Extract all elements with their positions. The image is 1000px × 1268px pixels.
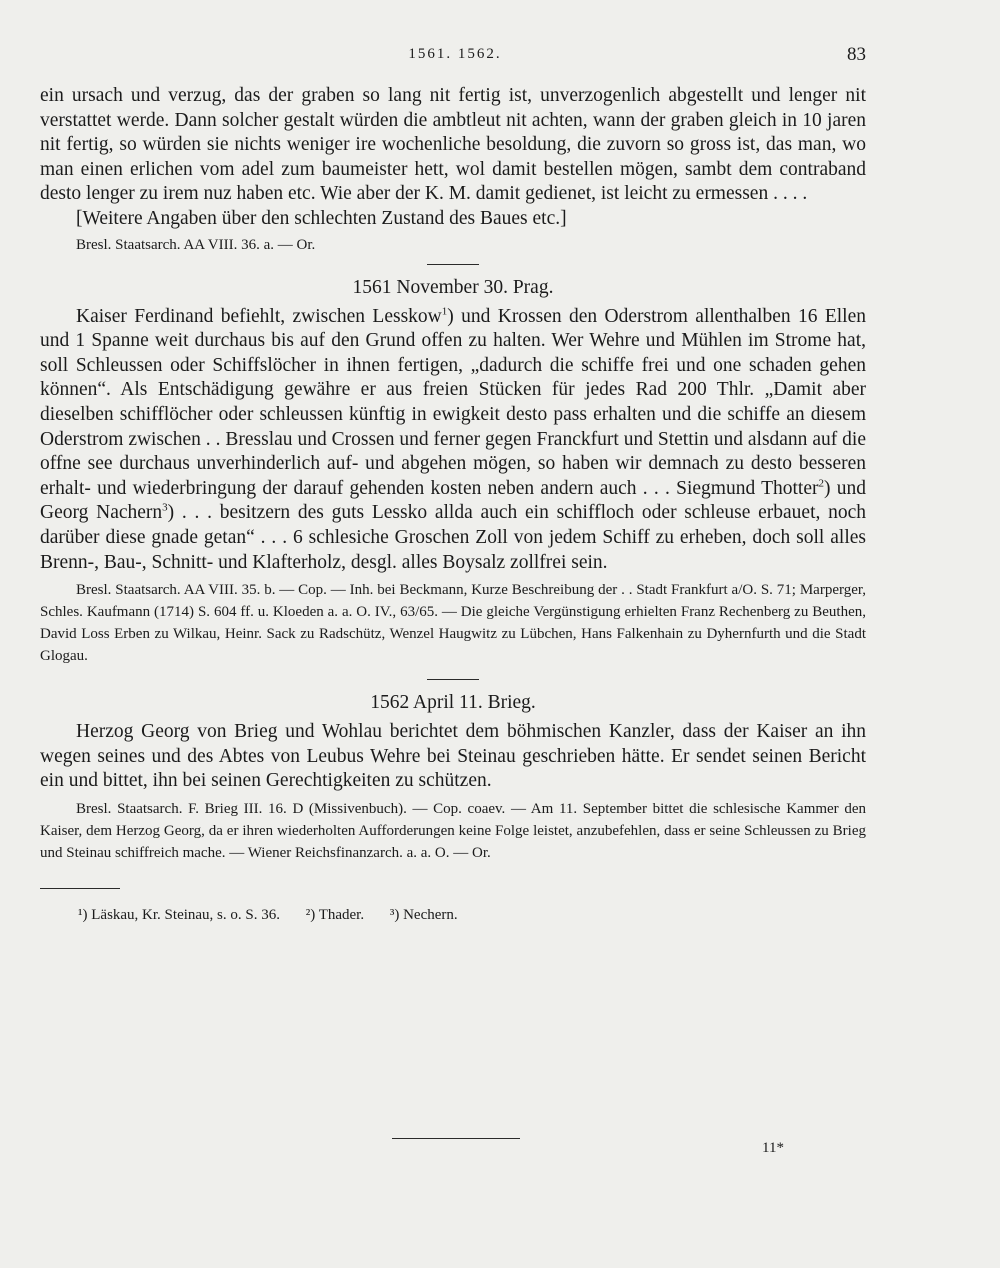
footnote-ref-1: 1: [441, 305, 448, 318]
page-header: [40, 46, 870, 70]
entry2-text-a: Kaiser Ferdinand befiehlt, zwischen Lesskow: [76, 305, 442, 327]
entry2-text-c: ) und Georg Nachern: [40, 477, 866, 524]
page-number: 83: [847, 44, 866, 65]
bottom-rule: [392, 1138, 520, 1139]
entry2-source: Bresl. Staatsarch. AA VIII. 35. b. — Cop. — Inh. bei Beckmann, Kurze Beschreibung der . . Stadt Frankfurt a/O. S. 71; Marperger, Schles. Kaufmann (1714) S. 604 ff. u. Kloeden a. a. O. IV., 63/65. — Die gleiche Vergünstigung erhielten Franz Rechenberg zu Beuthen, David Loss Erben zu Wilkau, Heinr. Sack zu Radschütz, Wenzel Haugwitz zu Lübchen, Hans Falkenhain zu Dyhernfurth und die Stadt Glogau.: [40, 582, 866, 665]
entry2-text-d: ) . . . besitzern des guts Lessko allda auch ein schiffloch oder schleuse erbauet, noch darüber diese gnade getan“ . . . 6 schlesiche Groschen Zoll von jedem Schiff zu erheben, doch soll alles Brenn-, Bau-, Schnitt- und Klafterholz, desgl. alles Boysalz zollfrei sein.: [40, 502, 867, 573]
running-head-years: 1561. 1562.: [408, 46, 502, 62]
footnote-3: ³) Nechern.: [389, 906, 458, 923]
signature-mark: 11*: [762, 1140, 784, 1156]
entry3-text: Herzog Georg von Brieg und Wohlau berichtet dem böhmischen Kanzler, dass der Kaiser an ihn wegen seines und des Abtes von Leubus Wehre bei Steinau geschrieben hätte. Er sendet seinen Bericht ein und bittet, ihn bei seinen Gerechtigkeiten zu schützen.: [40, 721, 866, 792]
entry2-text: [40, 305, 866, 576]
entry1-text: ein ursach und verzug, das der graben so lang nit fertig ist, unverzogenlich abgestellt und lenger nit verstattet werde. Dann solcher gestalt würden die ambtleut nit achten, wann der graben gleich in 10 jaren nit fertig, so würden sie nichts weniger ire wochenliche besoldung, die zuvorn so gross ist, das man, wo man einen erlichen vom adel zum baumeister hett, wol damit bestellen mögen, sambt dem contraband desto lenger zu irem nuz haben etc. Wie aber der K. M. damit gedienet, ist leicht zu ermessen . . . .: [40, 85, 866, 205]
footnote-ref-3: 3: [162, 501, 168, 514]
page-body: [40, 84, 866, 924]
entry3-source: Bresl. Staatsarch. F. Brieg III. 16. D (Missivenbuch). — Cop. coaev. — Am 11. September bittet die schlesische Kammer den Kaiser, dem Herzog Georg, da er ihren wiederholten Aufforderungen keine Folge leistet, anzubefehlen, dass er seine Schleussen zu Brieg und Steinau schiffreich mache. — Wiener Reichsfinanzarch. a. a. O. — Or.: [40, 800, 866, 861]
entry2-text-b: ) und Krossen den Oderstrom allenthalben 16 Ellen und 1 Spanne weit durchaus bis auf den Grund offen zu halten. Wer Wehre und Mühlen im Strome hat, soll Schleussen oder Schiffslöcher in ihnen fertigen, „dadurch die schiffe frei und one schaden gehen können“. Als Entschädigung gewähre er aus freien Stücken für jedes Rad 200 Thlr. „Damit aber dieselben schifflöcher oder schleussen künftig in ewigkeit desto pass erhalten und die schiffe an diesem Oderstrom zwischen . . Bresslau und Crossen und ferner gegen Franckfurt und Stettin und alsdann auf die offne see durchaus unverhinderlich auf- und abgehen mögen, so haben wir demnach zu desto besseren erhalt- und wiederbringung der darauf gehenden kosten neben andern auch . . . Siegmund Thotter: [40, 305, 866, 499]
footnote-2: ²) Thader.: [305, 906, 365, 923]
entry2-date: 1561 November 30. Prag.: [352, 276, 554, 298]
footnotes: [40, 907, 866, 924]
footnote-rule: [40, 888, 120, 889]
separator-rule: [427, 264, 479, 265]
entry1-bracket-note: [Weitere Angaben über den schlechten Zustand des Baues etc.]: [76, 207, 567, 229]
entry3-date: 1562 April 11. Brieg.: [370, 692, 536, 714]
footnote-ref-2: 2: [818, 477, 824, 490]
entry1-source: Bresl. Staatsarch. AA VIII. 36. a. — Or.: [76, 236, 316, 253]
separator-rule: [427, 679, 479, 680]
footnote-1: ¹) Läskau, Kr. Steinau, s. o. S. 36.: [78, 906, 280, 923]
